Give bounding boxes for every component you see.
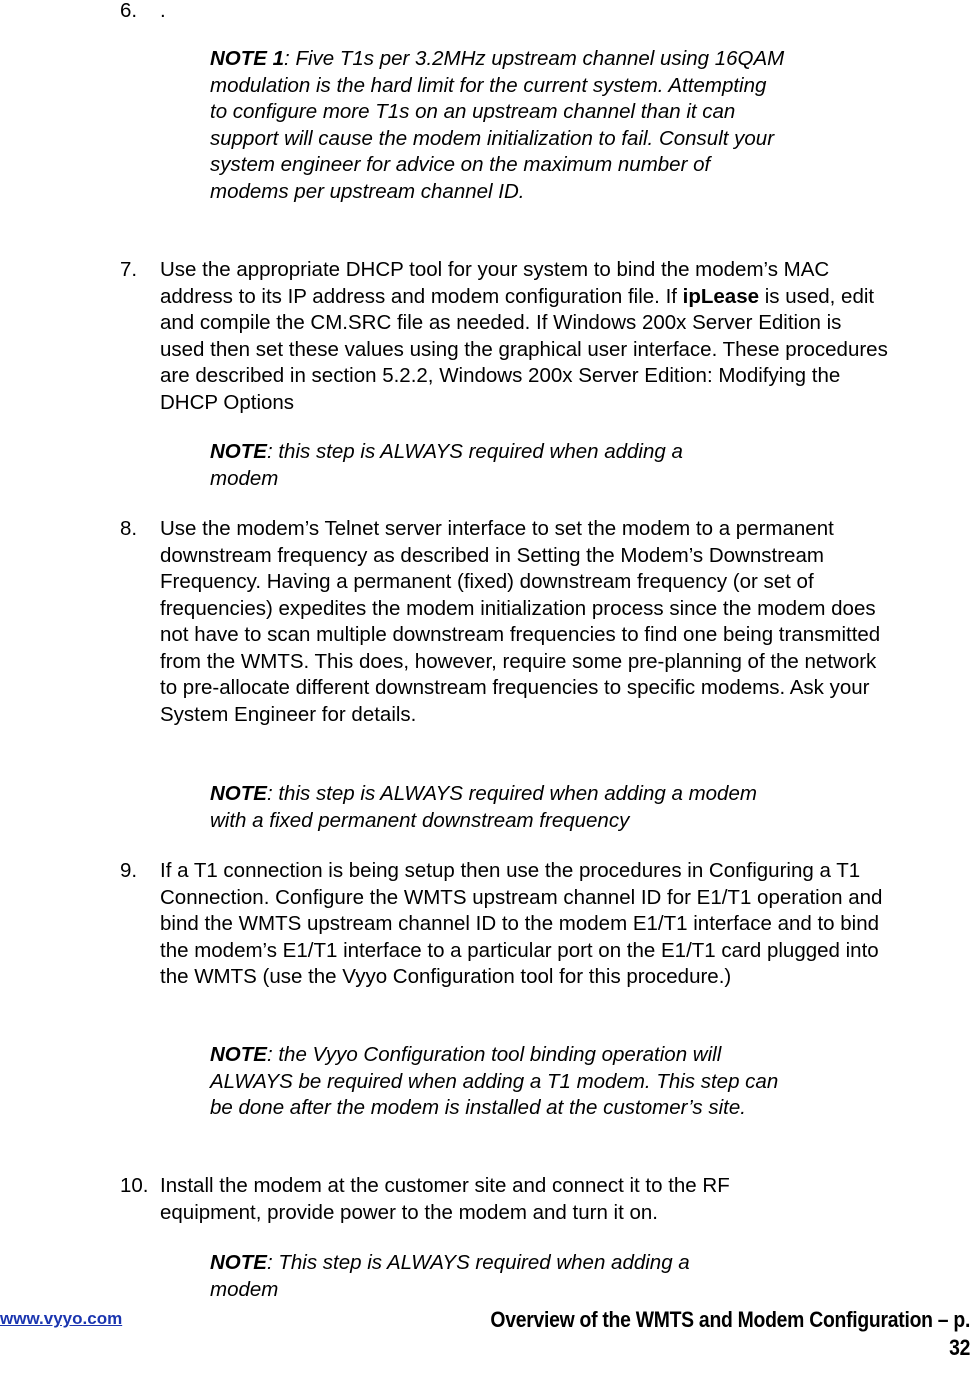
- item-text: Use the appropriate DHCP tool for your system to bind the modem’s MAC address to its IP address and modem configuration file. If ipLease is used, edit and compile the CM.SRC file as needed. If Windows 200x Server Edition is used then set these values using the graphical user interface. These procedures are described in section 5.2.2, Windows 200x Server Edition: Modifying the DHCP Options: [160, 258, 888, 414]
- item-number: 10.: [120, 1174, 149, 1197]
- list-item-8: [120, 516, 890, 728]
- footer-page-title: [490, 1306, 970, 1362]
- list-item-7: [120, 257, 890, 416]
- footer-title-line: Overview of the WMTS and Modem Configuration – p.: [490, 1307, 970, 1332]
- note-text: : Five T1s per 3.2MHz upstream channel using 16QAM modulation is the hard limit for the current system. Attempting to configure more T1s on an upstream channel than it can support will cause the modem initialization to fail. Consult your system engineer for advice on the maximum number of modems per upstream channel ID.: [210, 47, 785, 203]
- note-text: : this step is ALWAYS required when adding a modem with a fixed permanent downstream frequency: [210, 782, 757, 832]
- item-number: 9.: [120, 859, 138, 882]
- item-text: .: [160, 0, 166, 22]
- item-text: Install the modem at the customer site and connect it to the RF equipment, provide power to the modem and turn it on.: [160, 1174, 730, 1224]
- item-text: If a T1 connection is being setup then use the procedures in Configuring a T1 Connection. Configure the WMTS upstream channel ID for E1/T1 operation and bind the WMTS upstream channel ID to the modem E1/T1 interface and to bind the modem’s E1/T1 interface to a particular port on the E1/T1 card plugged into the WMTS (use the Vyyo Configuration tool for this procedure.): [160, 859, 883, 988]
- list-item-9: [120, 858, 890, 991]
- item-number: 7.: [120, 258, 138, 281]
- note-5: [210, 1250, 750, 1303]
- note-4: [210, 1042, 785, 1122]
- page-number: 32: [948, 1335, 970, 1360]
- note-label: NOTE: [210, 782, 267, 805]
- note-label: NOTE: [210, 440, 267, 463]
- ipLease-term: ipLease: [682, 284, 760, 308]
- list-item-10: [120, 1173, 890, 1226]
- note-text: : This step is ALWAYS required when adding a modem: [210, 1251, 690, 1301]
- note-label: NOTE 1: [210, 47, 285, 70]
- note-label: NOTE: [210, 1043, 267, 1066]
- note-1: [210, 46, 785, 205]
- list-item-6: [120, 0, 890, 25]
- item-text: Use the modem’s Telnet server interface to set the modem to a permanent downstream frequency as described in Setting the Modem’s Downstream Frequency. Having a permanent (fixed) downstream frequency (or set of frequencies) expedites the modem initialization process since the modem does not have to scan multiple downstream frequencies to find one being transmitted from the WMTS. This does, however, require some pre-planning of the network to pre-allocate different downstream frequencies to specific modems. Ask your System Engineer for details.: [160, 517, 881, 726]
- footer-website-link[interactable]: www.vyyo.com: [0, 1309, 123, 1328]
- item-number: 6.: [120, 0, 138, 22]
- note-label: NOTE: [210, 1251, 267, 1274]
- note-3: [210, 781, 770, 834]
- note-2: [210, 439, 750, 492]
- note-text: : the Vyyo Configuration tool binding operation will ALWAYS be required when adding a T1 modem. This step can be done after the modem is installed at the customer’s site.: [210, 1043, 779, 1119]
- item-number: 8.: [120, 517, 138, 540]
- note-text: : this step is ALWAYS required when adding a modem: [210, 440, 683, 490]
